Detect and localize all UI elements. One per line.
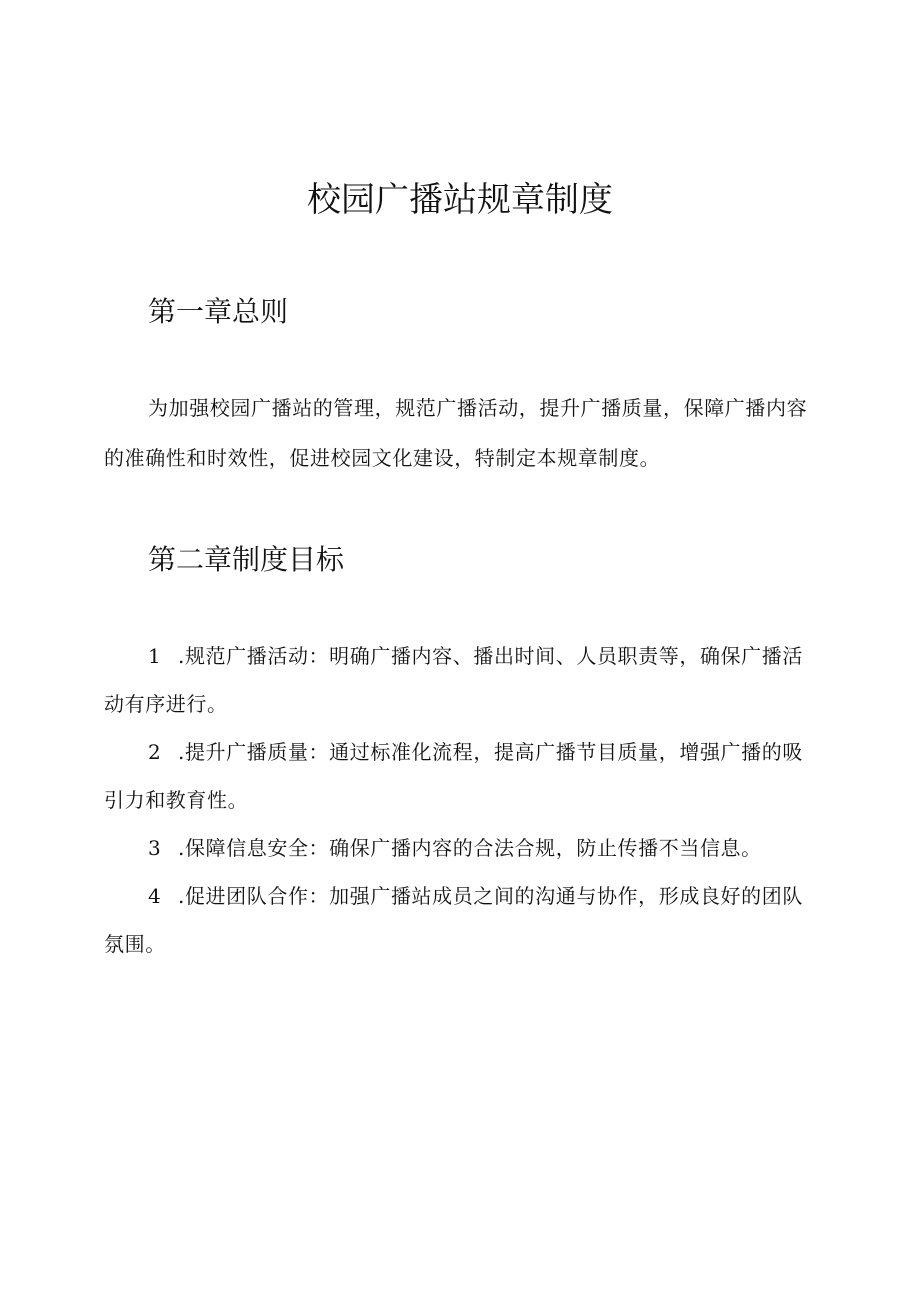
list-item [104,824,820,872]
list-item [104,728,820,824]
chapter-2-heading: 第二章制度目标 [148,543,345,576]
list-item-number: 2 [148,740,162,764]
list-item [104,872,820,968]
list-item-text: .保障信息安全：确保广播内容的合法合规，防止传播不当信息。 [178,836,762,860]
document-title: 校园广播站规章制度 [307,180,613,220]
list-item-text: .促进团队合作：加强广播站成员之间的沟通与协作，形成良好的团队氛围。 [104,884,803,956]
chapter-1-paragraph: 为加强校园广播站的管理，规范广播活动，提升广播质量，保障广播内容的准确性和时效性，促进校园文化建设，特制定本规章制度。 [104,396,808,470]
list-item-text: .规范广播活动：明确广播内容、播出时间、人员职责等，确保广播活动有序进行。 [104,644,803,716]
chapter-1-heading: 第一章总则 [148,295,289,328]
list-item-number: 3 [148,836,162,860]
list-item-text: .提升广播质量：通过标准化流程，提高广播节目质量，增强广播的吸引力和教育性。 [104,740,803,812]
list-item-number: 1 [148,644,162,668]
list-item [104,632,820,728]
list-item-number: 4 [148,884,162,908]
